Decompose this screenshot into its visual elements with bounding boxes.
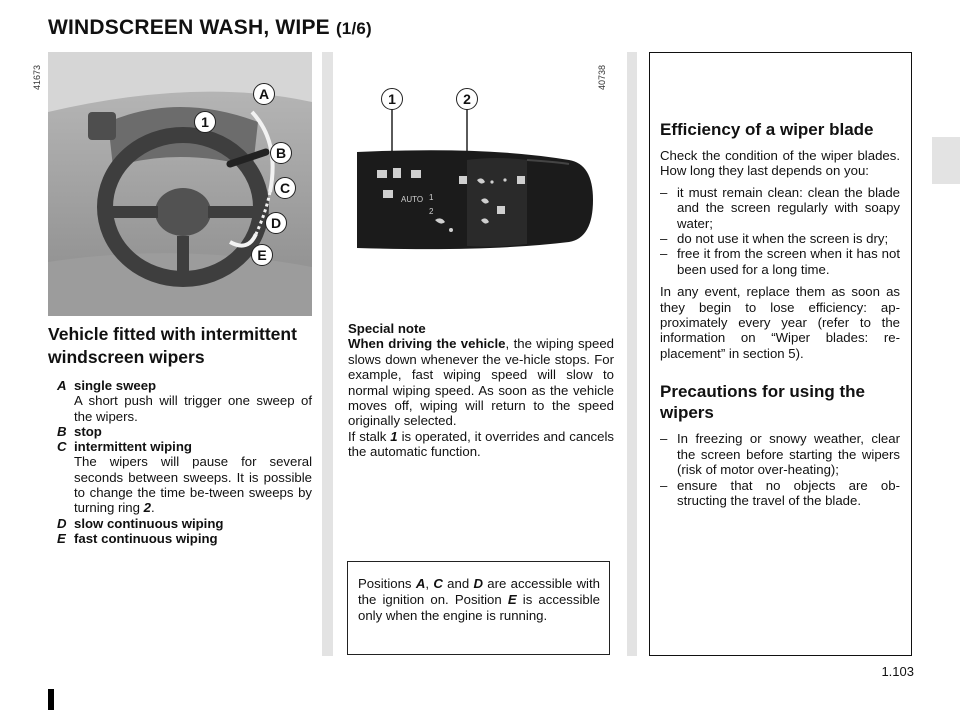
list-item: – In freezing or snowy weather, clear the screen before starting the wipers (risk of motor over-heating); <box>660 431 900 478</box>
position-name: stop <box>74 423 102 439</box>
list-item-text: free it from the screen when it has not been used for a long time. <box>677 246 900 277</box>
precautions-heading: Precautions for using the wipers <box>660 382 865 423</box>
box-letter: E <box>507 592 517 607</box>
figure1-callout-e: E <box>251 244 273 266</box>
efficiency-intro: Check the condition of the wiper blades. How long they last depends on you: <box>660 148 900 179</box>
column-divider-right <box>627 52 637 656</box>
box-letter: C <box>433 576 443 591</box>
position-a <box>57 378 312 424</box>
position-letter: A <box>57 378 67 393</box>
precautions-list <box>660 431 900 508</box>
note-title: Special note <box>348 321 426 336</box>
list-item: – ensure that no objects are ob-structing the travel of the blade. <box>660 477 900 508</box>
special-note <box>348 321 614 460</box>
title-part: (1/6) <box>335 19 372 38</box>
list-item: – it must remain clean: clean the blade and the screen regularly with soapy water; <box>660 184 900 231</box>
box-text: , <box>425 576 434 591</box>
ignition-note-box <box>347 561 610 655</box>
position-b <box>57 424 312 439</box>
positions-list <box>57 378 312 546</box>
efficiency-list <box>660 185 900 277</box>
figure1-callout-b: B <box>270 142 292 164</box>
stalk-ring-label-2: 2 <box>429 207 434 216</box>
position-desc-end: . <box>150 500 155 516</box>
stalk-figure <box>347 52 615 316</box>
efficiency-after: In any event, replace them as soon as they begin to lose efficiency: ap-proximately every year (refer to the information on “Wiper blades: re-placement” in section 5). <box>660 284 900 361</box>
figure1-callout-d: D <box>265 212 287 234</box>
column-divider-left <box>322 52 333 656</box>
dashboard-figure <box>48 52 312 316</box>
position-name: intermittent wiping <box>74 439 192 455</box>
position-letter: B <box>57 423 67 439</box>
box-letter: A <box>415 576 426 591</box>
list-item: – do not use it when the screen is dry; <box>660 231 889 247</box>
figure1-callout-a: A <box>253 83 275 105</box>
position-name: slow continuous wiping <box>74 515 224 531</box>
list-item-text: ensure that no objects are ob-structing the travel of the blade. <box>677 477 900 508</box>
figure1-callout-c: C <box>274 177 296 199</box>
position-letter: E <box>57 530 66 546</box>
figure1-callout-1: 1 <box>194 111 216 133</box>
section-heading: Vehicle fitted with intermittent windscreen wipers <box>48 324 297 367</box>
ring-number: 2 <box>143 500 151 516</box>
note-paragraph-2 <box>348 429 614 460</box>
list-item: – free it from the screen when it has not been used for a long time. <box>660 246 900 277</box>
note-text: , the wiping speed slows down whenever the ve-hicle stops. For example, fast wiping speed will slow to normal wiping speed. As soon as the vehicle moves off, wiping will return to the speed originally selected. <box>348 336 614 429</box>
box-text: is accessible only when the engine is running. <box>358 592 600 623</box>
note-text: is operated, it overrides and cancels the automatic function. <box>348 428 614 460</box>
note-bold-lead: When driving the vehicle <box>348 336 506 352</box>
box-text: and <box>442 576 474 591</box>
position-c <box>57 439 312 515</box>
page-title <box>48 16 372 40</box>
note-text: If stalk <box>348 428 391 444</box>
position-name: fast continuous wiping <box>74 530 218 546</box>
info-box <box>649 52 912 656</box>
figure1-code: 41673 <box>32 64 42 90</box>
title-text: WINDSCREEN WASH, WIPE <box>48 16 330 39</box>
list-item-text: it must remain clean: clean the blade and the screen regularly with soapy water; <box>677 184 900 231</box>
position-e <box>57 531 312 546</box>
box-text: are accessible with the ignition on. Position <box>358 576 600 607</box>
list-item-text: In freezing or snowy weather, clear the screen before starting the wipers (risk of motor over-heating); <box>677 431 900 478</box>
position-d <box>57 516 312 531</box>
page-number: 1.103 <box>881 664 914 679</box>
efficiency-heading: Efficiency of a wiper blade <box>660 120 874 139</box>
position-desc <box>74 454 312 515</box>
box-letter: D <box>473 576 483 591</box>
stalk-number: 1 <box>390 428 398 444</box>
position-letter: D <box>57 515 67 531</box>
position-letter: C <box>57 439 67 455</box>
section-tab <box>932 137 960 184</box>
position-desc-text: The wipers will pause for several seconds between sweeps. It is possible to change the time be-tween sweeps by turning ring <box>74 454 312 516</box>
position-name: single sweep <box>74 378 157 393</box>
note-paragraph-1 <box>348 336 614 428</box>
figure2-code: 40738 <box>597 64 607 90</box>
box-text: Positions <box>358 576 416 591</box>
list-item-text: do not use it when the screen is dry; <box>677 231 889 247</box>
figure2-callout-2: 2 <box>456 88 478 110</box>
figure2-callout-1: 1 <box>381 88 403 110</box>
stalk-ring-label-1: 1 <box>429 193 434 202</box>
stalk-auto-label: AUTO <box>401 195 424 204</box>
corner-mark <box>48 689 54 710</box>
position-desc: A short push will trigger one sweep of the wipers. <box>74 393 312 424</box>
